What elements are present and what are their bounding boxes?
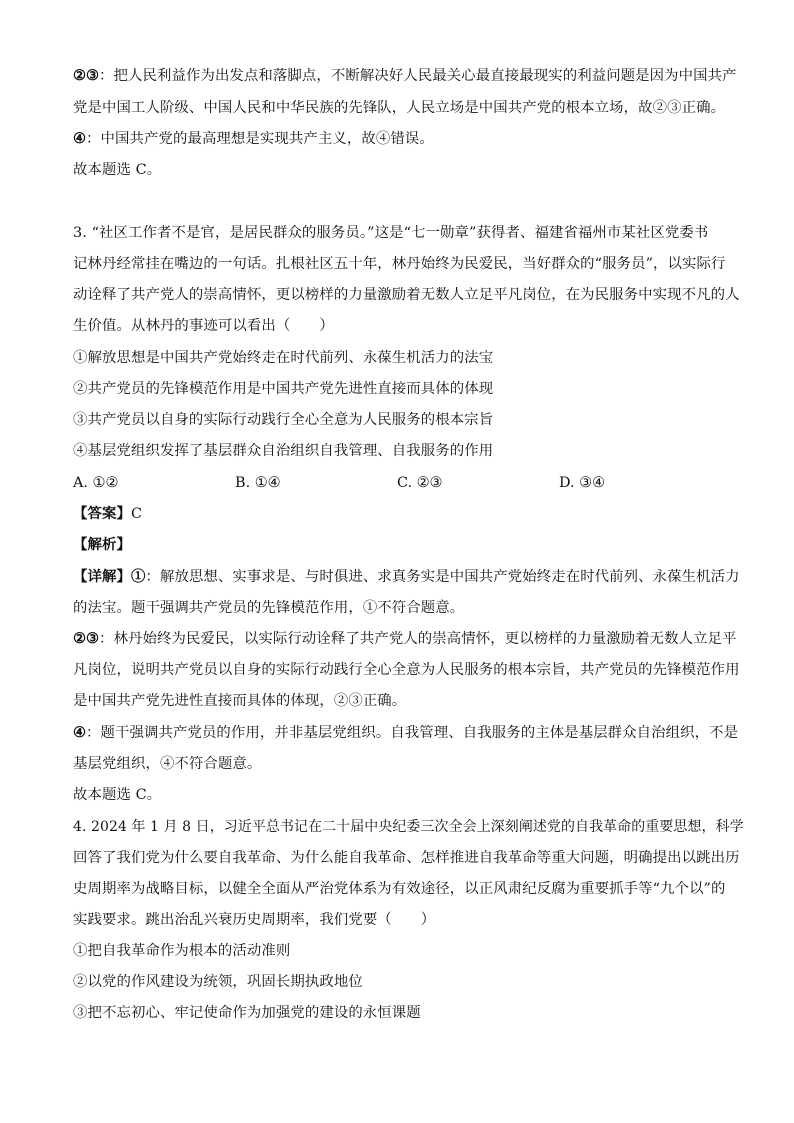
q3-label-23: ②③ — [73, 630, 100, 647]
answer-label: 【答案】 — [73, 505, 131, 522]
detail-text-1: ：解放思想、实事求是、与时俱进、求真务实是中国共产党始终走在时代前列、永葆生机活力 — [145, 569, 740, 585]
q2-analysis-23-line1 — [73, 66, 737, 86]
q4-statement-3: ③把不忘初心、牢记使命作为加强党的建设的永恒课题 — [73, 1005, 421, 1021]
q4-statement-2: ②以党的作风建设为统领，巩固长期执政地位 — [73, 974, 363, 990]
q3-statement-2: ②共产党员的先锋模范作用是中国共产党先进性直接而具体的体现 — [73, 381, 494, 397]
q3-analysis-4-line2: 基层党组织，④不符合题意。 — [73, 756, 262, 772]
q3-analysis-23-line1 — [73, 629, 737, 649]
q3-conclusion: 故本题选 C。 — [73, 787, 162, 803]
q3-option-c: C. ②③ — [397, 475, 443, 491]
q3-analysis-label: 【解析】 — [73, 536, 131, 553]
q2-label-23: ②③ — [73, 67, 100, 84]
q4-statement-1: ①把自我革命作为根本的活动准则 — [73, 943, 291, 959]
q3-option-d: D. ③④ — [559, 475, 605, 491]
q3-detail-line1 — [73, 567, 740, 587]
q3-detail-line2: 的法宝。题干强调共产党员的先锋模范作用，①不符合题意。 — [73, 600, 465, 616]
q3-statement-4: ④基层党组织发挥了基层群众自治组织自我管理、自我服务的作用 — [73, 443, 494, 459]
q3-label-4: ④ — [73, 724, 87, 741]
q3-answer — [73, 504, 142, 524]
q3-text-23-a: ：林丹始终为民爱民，以实际行动诠释了共产党人的崇高情怀，更以榜样的力量激励着无数人立足平 — [99, 631, 737, 647]
q4-stem-line2: 回答了我们党为什么要自我革命、为什么能自我革命、怎样推进自我革命等重大问题，明确提出以跳出历 — [73, 850, 740, 866]
q3-analysis-23-line3: 是中国共产党先进性直接而具体的体现，②③正确。 — [73, 693, 407, 709]
q3-analysis-23-line2: 凡岗位，说明共产党员以自身的实际行动践行全心全意为人民服务的根本宗旨，共产党员的先锋模范作用 — [73, 662, 740, 678]
q4-stem-line4: 实践要求。跳出治乱兴衰历史周期率，我们党要（ ） — [73, 912, 436, 928]
q3-stem-line1: 3. “社区工作者不是官，是居民群众的服务员。”这是“七一勋章”获得者、福建省福州市某社区党委书 — [73, 225, 709, 241]
q3-stem-line2: 记林丹经常挂在嘴边的一句话。扎根社区五十年，林丹始终为民爱民，当好群众的“服务员”，以实际行 — [73, 256, 726, 272]
q2-analysis-4 — [73, 129, 434, 149]
q3-stem-line3: 动诠释了共产党人的崇高情怀，更以榜样的力量激励着无数人立足平凡岗位，在为民服务中实现不凡的人 — [73, 287, 740, 303]
q3-analysis-4-line1 — [73, 723, 738, 743]
q2-label-4: ④ — [73, 130, 87, 147]
q4-stem-line3: 史周期率为战略目标，以健全全面从严治党体系为有效途径，以正风肃纪反腐为重要抓手等“九个以”的 — [73, 881, 726, 897]
q3-option-a: A. ①② — [73, 475, 119, 491]
q2-conclusion: 故本题选 C。 — [73, 162, 162, 178]
q3-statement-3: ③共产党员以自身的实际行动践行全心全意为人民服务的根本宗旨 — [73, 412, 494, 428]
q4-stem-line1: 4. 2024 年 1 月 8 日，习近平总书记在二十届中央纪委三次全会上深刻阐述党的自我革命的重要思想，科学 — [73, 819, 744, 835]
q2-text-23-a: ：把人民利益作为出发点和落脚点，不断解决好人民最关心最直接最现实的利益问题是因为中国共产 — [99, 68, 737, 84]
q2-analysis-23-line2: 党是中国工人阶级、中国人民和中华民族的先锋队，人民立场是中国共产党的根本立场，故②③正确。 — [73, 100, 726, 116]
q2-text-4: ：中国共产党的最高理想是实现共产主义，故④错误。 — [86, 131, 434, 147]
q3-option-b: B. ①④ — [235, 475, 281, 491]
detail-label: 【详解】① — [73, 568, 146, 585]
q3-text-4-a: ：题干强调共产党员的作用，并非基层党组织。自我管理、自我服务的主体是基层群众自治组织，不是 — [86, 725, 739, 741]
q3-stem-line4: 生价值。从林丹的事迹可以看出（ ） — [73, 318, 334, 334]
answer-value: C — [130, 506, 143, 522]
q3-statement-1: ①解放思想是中国共产党始终走在时代前列、永葆生机活力的法宝 — [73, 350, 494, 366]
